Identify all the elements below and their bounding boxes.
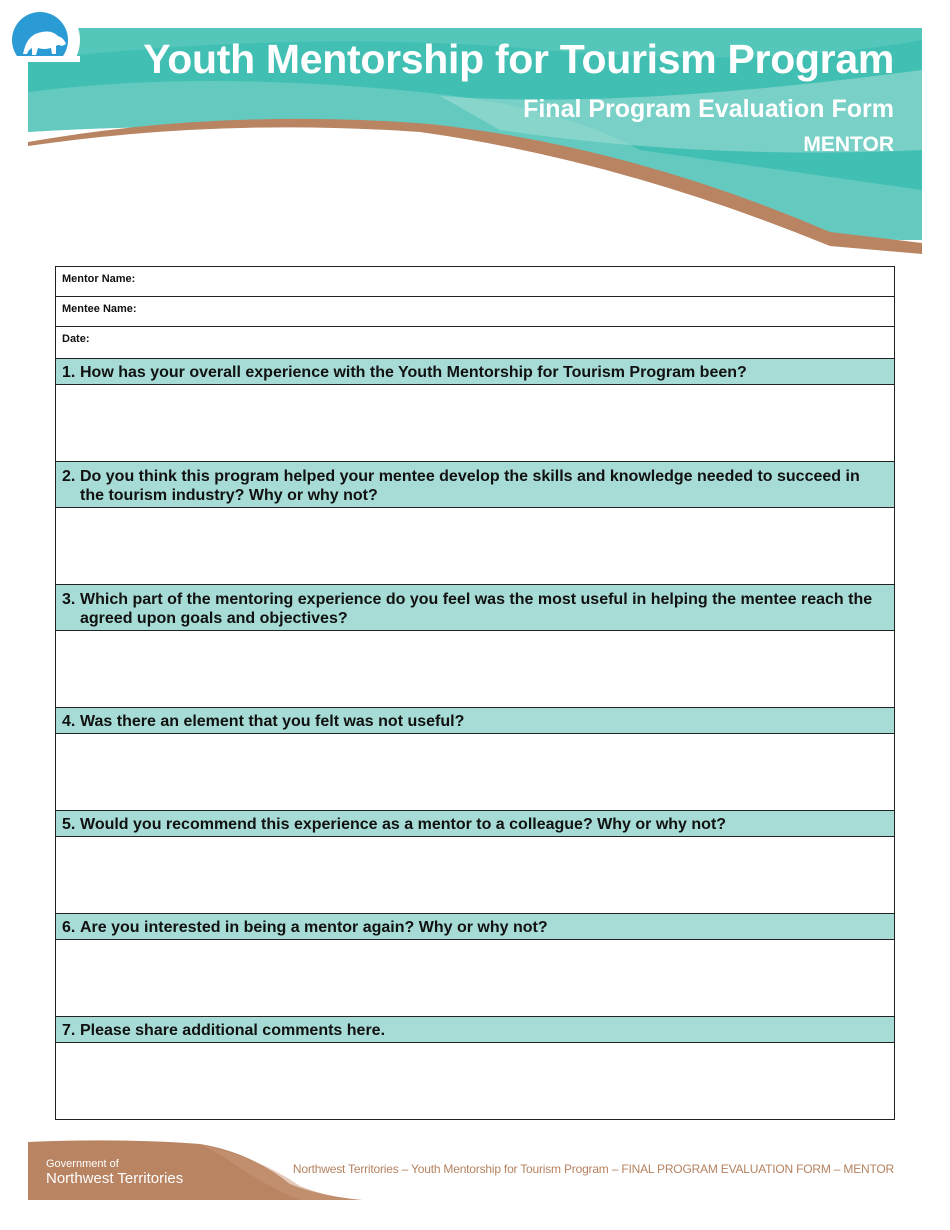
question-text: Please share additional comments here. (80, 1022, 386, 1039)
header-banner (0, 0, 950, 270)
question-text: Which part of the mentoring experience do you feel was the most useful in helping the mentee reach the agreed upon goals and objectives? (80, 591, 873, 627)
question-6-heading (56, 914, 894, 940)
polar-bear-icon (0, 0, 80, 62)
question-text: Was there an element that you felt was not useful? (80, 713, 465, 730)
question-5-heading (56, 811, 894, 837)
mentor-name-label: Mentor Name: (62, 273, 136, 285)
territory-name: Northwest Territories (46, 1170, 184, 1187)
question-2-answer-box[interactable] (56, 508, 894, 585)
question-number: 1. (62, 364, 76, 381)
question-7-heading (56, 1017, 894, 1043)
question-number: 3. (62, 591, 76, 608)
question-1-heading (56, 359, 894, 385)
question-7-answer-box[interactable] (56, 1043, 894, 1120)
date-field[interactable] (56, 327, 894, 359)
question-6-answer-box[interactable] (56, 940, 894, 1017)
question-1-answer-box[interactable] (56, 385, 894, 462)
mentee-name-field[interactable] (56, 297, 894, 327)
role-label: MENTOR (803, 133, 894, 156)
mentor-name-field[interactable] (56, 267, 894, 297)
form-subtitle: Final Program Evaluation Form (523, 95, 894, 123)
question-text: How has your overall experience with the Youth Mentorship for Tourism Program been? (80, 364, 747, 381)
question-4-answer-box[interactable] (56, 734, 894, 811)
question-3-heading (56, 585, 894, 631)
date-label: Date: (62, 333, 90, 345)
question-number: 6. (62, 919, 76, 936)
question-text: Are you interested in being a mentor again? Why or why not? (80, 919, 548, 936)
question-number: 5. (62, 816, 76, 833)
question-2-heading (56, 462, 894, 508)
evaluation-form (55, 266, 895, 1120)
government-label: Government of (46, 1158, 119, 1170)
question-text: Do you think this program helped your mentee develop the skills and knowledge needed to succeed in the tourism industry? Why or why not? (80, 468, 860, 504)
question-text: Would you recommend this experience as a mentor to a colleague? Why or why not? (80, 816, 727, 833)
footer-caption: Northwest Territories – Youth Mentorship for Tourism Program – FINAL PROGRAM EVALUATION FORM – MENTOR (292, 1162, 894, 1176)
mentee-name-label: Mentee Name: (62, 303, 137, 315)
question-3-answer-box[interactable] (56, 631, 894, 708)
question-5-answer-box[interactable] (56, 837, 894, 914)
page-title: Youth Mentorship for Tourism Program (143, 36, 894, 82)
question-number: 4. (62, 713, 76, 730)
question-number: 7. (62, 1022, 76, 1039)
question-number: 2. (62, 468, 76, 485)
question-4-heading (56, 708, 894, 734)
